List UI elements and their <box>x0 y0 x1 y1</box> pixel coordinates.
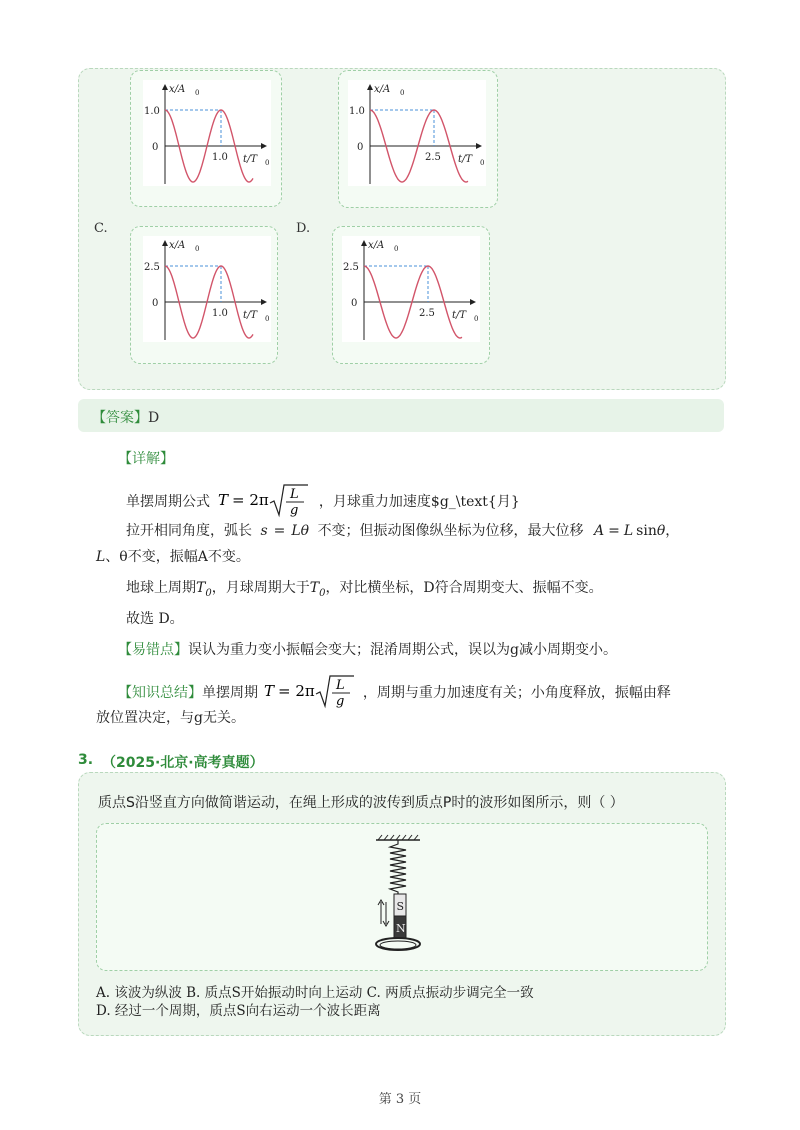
detail-heading: 【详解】 <box>118 451 174 467</box>
origin-label: 0 <box>152 142 159 153</box>
summary-heading: 【知识总结】 <box>118 685 202 701</box>
answer-label: 【答案】 <box>92 410 148 426</box>
option-c-label: C. <box>94 221 108 236</box>
choices-line-1: A. 该波为纵波 B. 质点S开始振动时向上运动 C. 两质点振动步调完全一致 <box>96 985 534 1001</box>
detail-line-3 <box>96 546 250 566</box>
y-tick-label: 2.5 <box>144 262 160 273</box>
question-number: 3. <box>78 752 94 768</box>
detail-line3: 、θ不变，振幅A不变。 <box>105 549 250 565</box>
svg-text:L: L <box>336 678 346 693</box>
summary-line-2: 放位置决定，与g无关。 <box>96 710 245 726</box>
x-tick-label: 2.5 <box>425 152 441 163</box>
origin-label: 0 <box>357 142 364 153</box>
x-axis-label-sub: 0 <box>480 159 485 167</box>
y-axis-label-sub: 0 <box>400 89 405 97</box>
graph-c <box>143 236 271 342</box>
origin-label: 0 <box>152 298 159 309</box>
svg-text:g: g <box>290 503 299 518</box>
symbol-L: L <box>96 549 106 565</box>
symbol-T0-b: $T_0$ <box>309 580 326 599</box>
y-axis-label-sub: 0 <box>195 245 200 253</box>
x-axis-label-sub: 0 <box>474 315 479 323</box>
detail-line-4 <box>126 577 603 599</box>
x-axis-label-sub: 0 <box>265 159 270 167</box>
y-axis-arrow <box>367 84 373 90</box>
formula-period-summary <box>264 672 356 714</box>
svg-text:T: T <box>218 491 229 509</box>
graph-a <box>143 80 271 186</box>
y-tick-label: 1.0 <box>349 106 365 117</box>
page-footer: 第 3 页 <box>378 1092 422 1107</box>
mistake-heading: 【易错点】 <box>118 642 188 658</box>
formula-max-disp: A <box>594 523 605 539</box>
detail-line4-a: 地球上周期 <box>126 580 196 596</box>
y-axis-label: x/A <box>169 240 186 251</box>
mistake-text: 误认为重力变小振幅会变大；混淆周期公式，误以为g减小周期变小。 <box>188 642 617 658</box>
answer-value: D <box>148 410 160 426</box>
y-axis-arrow <box>361 240 367 246</box>
y-tick-label: 1.0 <box>144 106 160 117</box>
detail-line1-b: ，月球重力加速度$g_\text{月} <box>318 494 520 510</box>
question-source: （2025·北京·高考真题） <box>102 755 264 771</box>
svg-text:L: L <box>290 487 300 502</box>
detail-line-5: 故选 D。 <box>126 611 184 627</box>
summary-a: 单摆周期 <box>202 685 258 701</box>
detail-line-2: 拉开相同角度，弧长 s = Lθ 不变；但振动图像纵坐标为位移，最大位移 A = L sinθ， <box>126 523 680 539</box>
detail-line4-c: ，对比横坐标，D符合周期变大、振幅不变。 <box>325 580 603 596</box>
x-axis-arrow <box>261 299 267 305</box>
formula-period <box>218 481 310 523</box>
option-d-label: D. <box>296 221 311 236</box>
x-axis-label-sub: 0 <box>265 315 270 323</box>
symbol-T0-a: $T_0$ <box>196 580 212 599</box>
answer <box>92 407 159 427</box>
y-axis-label: x/A <box>374 84 391 95</box>
y-axis-arrow <box>162 84 168 90</box>
magnet-n-label: N <box>396 922 406 935</box>
summary-b: ，周期与重力加速度有关；小角度释放，振幅由释 <box>362 685 671 701</box>
x-axis-label: t/T <box>458 154 473 165</box>
x-axis-arrow <box>476 143 482 149</box>
detail-line-1 <box>126 481 520 523</box>
y-axis-label-sub: 0 <box>195 89 200 97</box>
svg-text:= 2π: = 2π <box>232 491 270 509</box>
detail-line4-b: ，月球周期大于 <box>211 580 310 596</box>
detail-line2-b: 不变；但振动图像纵坐标为位移，最大位移 <box>317 523 584 539</box>
origin-label: 0 <box>351 298 358 309</box>
x-axis-label: t/T <box>243 154 258 165</box>
formula-max-disp-rhs: L <box>623 523 634 539</box>
x-axis-arrow <box>470 299 476 305</box>
svg-text:g: g <box>336 694 345 709</box>
x-tick-label: 2.5 <box>419 308 435 319</box>
answer-bar <box>78 399 724 432</box>
svg-text:T: T <box>264 682 275 700</box>
formula-arc-rhs: Lθ <box>291 523 310 539</box>
y-axis-label: x/A <box>368 240 385 251</box>
y-tick-label: 2.5 <box>343 262 359 273</box>
formula-arc: s <box>260 523 268 539</box>
x-axis-arrow <box>261 143 267 149</box>
x-tick-label: 1.0 <box>212 152 228 163</box>
y-axis-arrow <box>162 240 168 246</box>
graph-b <box>348 80 486 186</box>
x-axis-label: t/T <box>243 310 258 321</box>
x-axis-label: t/T <box>452 310 467 321</box>
y-axis-label-sub: 0 <box>394 245 399 253</box>
y-axis-label: x/A <box>169 84 186 95</box>
question-stem: 质点S沿竖直方向做简谐运动，在绳上形成的波传到质点P时的波形如图所示，则（ ） <box>98 795 624 811</box>
choices-line-2: D. 经过一个周期，质点S向右运动一个波长距离 <box>96 1003 381 1019</box>
graph-d <box>342 236 480 342</box>
detail-line2-a: 拉开相同角度，弧长 <box>126 523 252 539</box>
mistake-line <box>118 639 617 659</box>
magnet-s-label: S <box>396 900 405 913</box>
detail-line1-a: 单摆周期公式 <box>126 494 210 510</box>
spring-magnet-figure <box>370 832 426 958</box>
x-tick-label: 1.0 <box>212 308 228 319</box>
svg-text:= 2π: = 2π <box>278 682 316 700</box>
